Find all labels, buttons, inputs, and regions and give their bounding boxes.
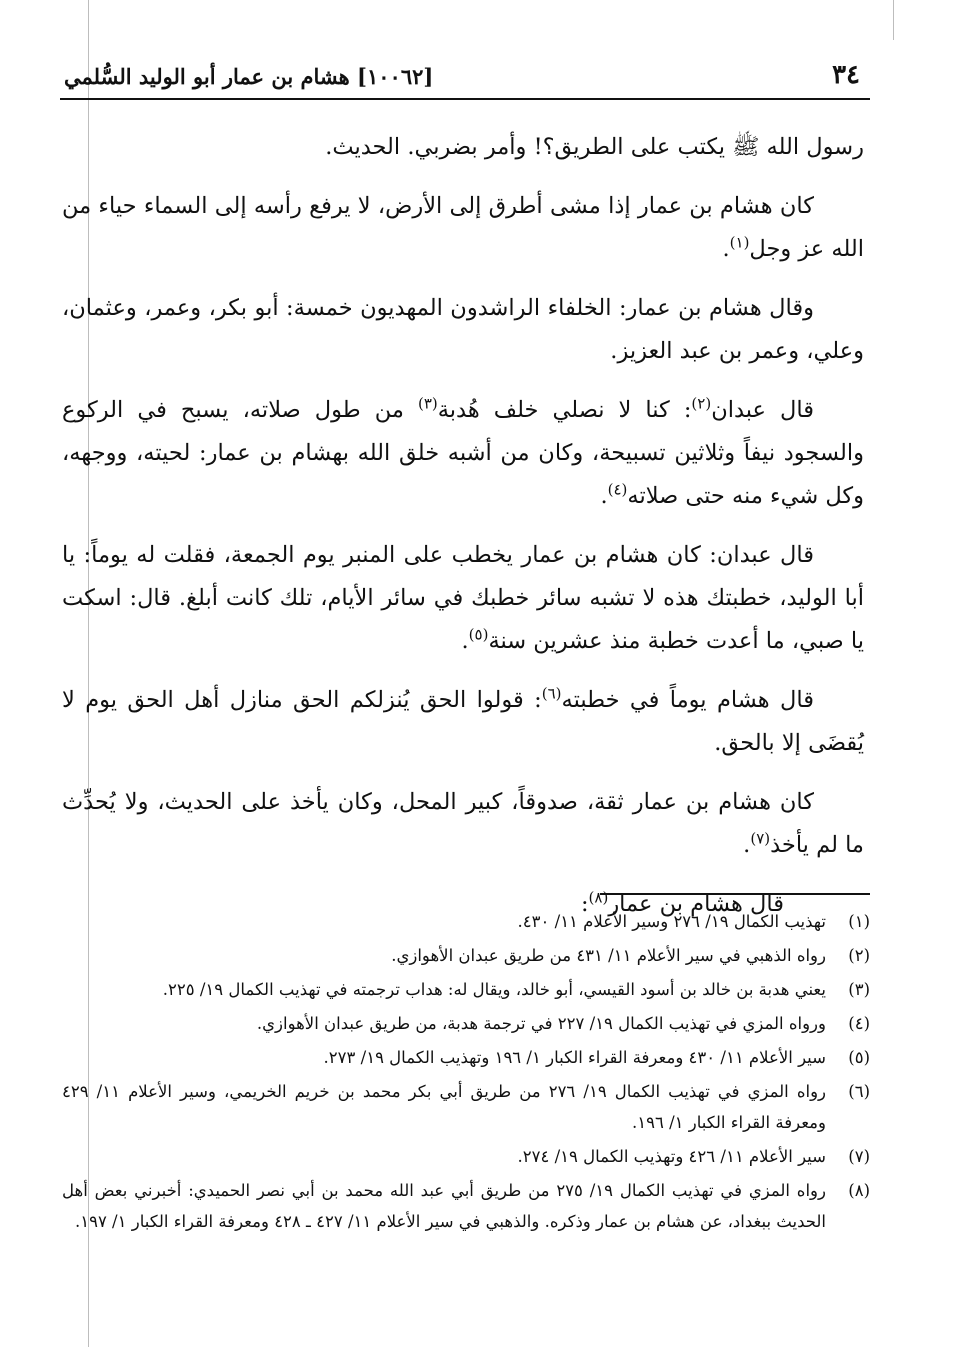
footnote-number: (٣) — [848, 980, 870, 999]
footnote-item — [62, 974, 870, 1005]
footnote-item — [62, 940, 870, 971]
footnote-ref[interactable]: (٣) — [417, 394, 438, 413]
footnote-ref[interactable]: (٧) — [750, 829, 771, 848]
footnote-ref[interactable]: (٨) — [588, 888, 609, 907]
punctuation: . — [743, 832, 751, 858]
footnote-number: (٤) — [848, 1014, 870, 1033]
footnote-number: (٥) — [848, 1048, 870, 1067]
paragraph-2 — [62, 185, 864, 271]
footnote-text: تهذيب الكمال ١٩/ ٢٧٦ وسير الأعلام ١١/ ٤٣٠. — [517, 912, 826, 931]
footnote-item — [62, 1042, 870, 1073]
footnote-ref[interactable]: (٤) — [607, 480, 628, 499]
paragraph-1 — [62, 126, 864, 169]
paragraph-text: قال عبدان — [711, 397, 815, 423]
footnote-text: سير الأعلام ١١/ ٤٣٠ ومعرفة القراء الكبار ١/ ١٩٦ وتهذيب الكمال ١٩/ ٢٧٣. — [323, 1048, 826, 1067]
paragraph-text: : قولوا الحق يُنزلكم الحق منازل أهل الحق يوم لا يُقضَى إلا بالحق. — [62, 687, 864, 756]
paragraph-text: كان هشام بن عمار إذا مشى أطرق إلى الأرض، لا يرفع رأسه إلى السماء حياء من الله عز وجل — [62, 193, 864, 262]
paragraph-text: كان هشام بن عمار ثقة، صدوقاً، كبير المحل، وكان يأخذ على الحديث، ولا يُحدِّث ما لم يأخذ — [62, 789, 864, 858]
footnote-item — [62, 1076, 870, 1138]
footnote-item — [62, 1008, 870, 1039]
page-number: ٣٤ — [832, 60, 860, 90]
paragraph-text: : كنا لا نصلي خلف هُدبة — [437, 397, 692, 423]
paragraph-7 — [62, 781, 864, 867]
footnote-ref[interactable]: (٢) — [691, 394, 712, 413]
footnote-text: رواه المزي في تهذيب الكمال ١٩/ ٢٧٦ من طريق أبي بكر محمد بن خريم الخريمي، وسير الأعلام ١١/ ٤٢٩ ومعرفة القراء الكبار ١/ ١٩٦. — [62, 1082, 827, 1132]
footnote-number: (٢) — [848, 946, 870, 965]
footnote-text: رواه الذهبي في سير الأعلام ١١/ ٤٣١ من طريق عبدان الأهوازي. — [391, 946, 826, 965]
footnote-item — [62, 906, 870, 937]
footnote-number: (٨) — [848, 1181, 870, 1200]
footnote-text: رواه المزي في تهذيب الكمال ١٩/ ٢٧٥ من طريق أبي عبد الله محمد بن أبي نصر الحميدي: أخبرني بعض أهل الحديث ببغداد، عن هشام بن عمار وذكره. والذهبي في سير الأعلام ١١/ ٤٢٧ ـ ٤٢٨ ومعرفة القراء الكبار ١/ ١٩٧. — [62, 1181, 826, 1231]
footnotes — [62, 906, 870, 1240]
paragraph-5 — [62, 534, 864, 663]
paragraph-6 — [62, 679, 864, 765]
footnote-text: ورواه المزي في تهذيب الكمال ١٩/ ٢٢٧ في ترجمة هدبة، من طريق عبدان الأهوازي. — [256, 1014, 826, 1033]
page-header — [60, 52, 870, 100]
paragraph-4 — [62, 389, 864, 518]
footnote-item — [62, 1141, 870, 1172]
paragraph-text: من طول صلاته، يسبح في الركوع والسجود نيفاً وثلاثين تسبيحة، وكان من أشبه خلق الله بهشام بن عمار: لحيته، ووجهه، وكل شيء منه حتى صلاته — [62, 397, 864, 509]
paragraph-text: قال هشام بن عمار — [608, 891, 784, 917]
footnote-text: سير الأعلام ١١/ ٤٢٦ وتهذيب الكمال ١٩/ ٢٧٤. — [517, 1147, 826, 1166]
paragraph-3 — [62, 287, 864, 373]
footnote-number: (٧) — [848, 1147, 870, 1166]
punctuation: . — [600, 483, 608, 509]
footnote-ref[interactable]: (١) — [729, 233, 750, 252]
footnote-item — [62, 1175, 870, 1237]
footnote-text: يعني هدبة بن خالد بن أسود القيسي، أبو خالد، ويقال له: هداب ترجمته في تهذيب الكمال ١٩/ ٢٢٥. — [162, 980, 826, 999]
footnote-divider — [600, 893, 870, 895]
footnote-ref[interactable]: (٥) — [468, 625, 489, 644]
paragraph-text: قال هشام يوماً في خطبته — [561, 687, 814, 713]
main-text — [62, 126, 864, 942]
punctuation: . — [461, 628, 469, 654]
punctuation: . — [722, 236, 730, 262]
footnote-number: (٦) — [848, 1082, 870, 1101]
punctuation: : — [580, 891, 589, 917]
paragraph-text: قال عبدان: كان هشام بن عمار يخطب على المنبر يوم الجمعة، فقلت له يوماً: يا أبا الوليد، خطبتك هذه لا تشبه سائر خطبك في سائر الأيام، تلك كانت أبلغ. قال: اسكت يا صبي، ما أعدت خطبة منذ عشرين سنة — [62, 542, 864, 654]
running-title: [١٠٠٦٢] هشام بن عمار أبو الوليد السُّلمي — [64, 64, 434, 89]
paragraph-text: رسول الله ﷺ يكتب على الطريق؟! وأمر بضربي. الحديث. — [325, 134, 864, 160]
paragraph-text: وقال هشام بن عمار: الخلفاء الراشدون المهديون خمسة: أبو بكر، وعمر، وعثمان، وعلي، وعمر بن عبد العزيز. — [62, 295, 864, 364]
footnote-number: (١) — [848, 912, 870, 931]
footnote-ref[interactable]: (٦) — [541, 684, 562, 703]
scan-artifact-line — [893, 0, 894, 40]
